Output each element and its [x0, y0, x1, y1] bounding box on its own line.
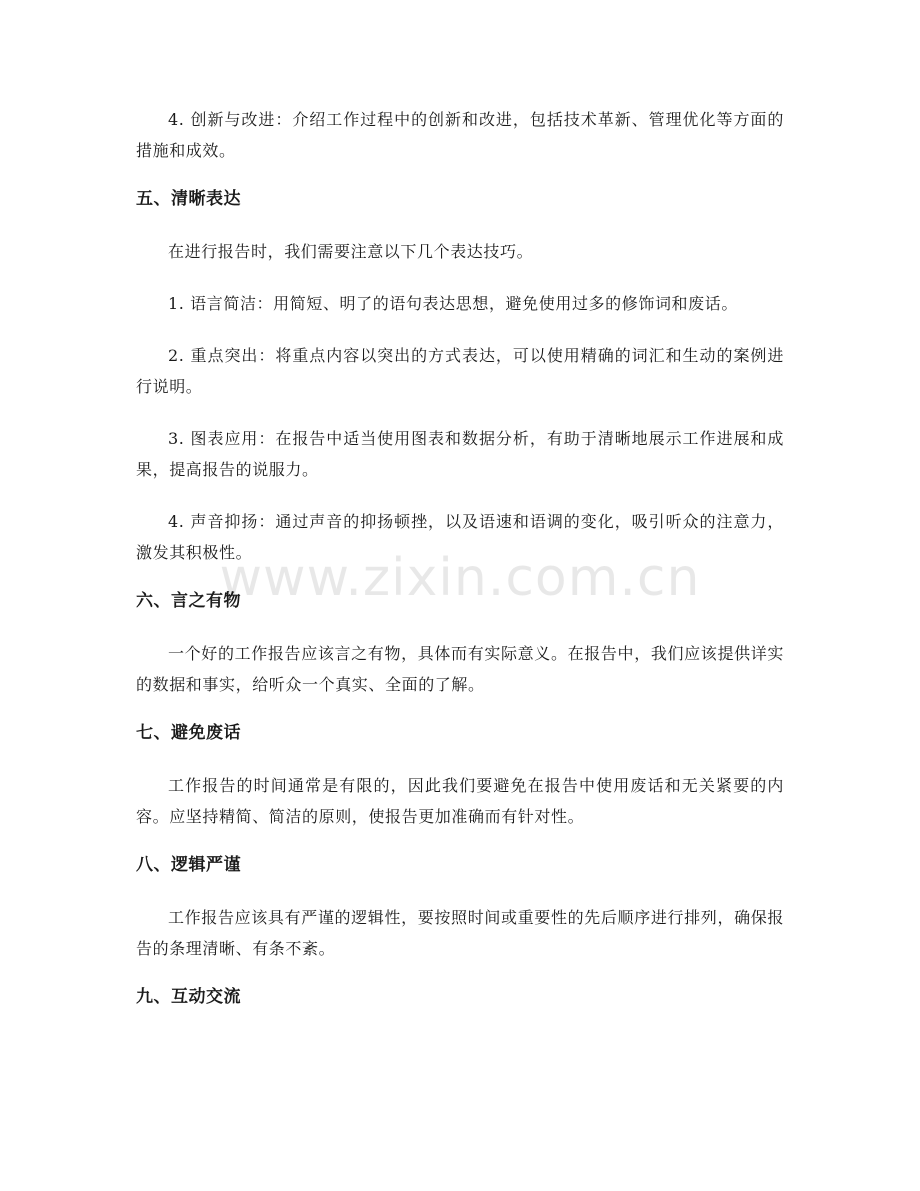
- paragraph-substance: 一个好的工作报告应该言之有物，具体而有实际意义。在报告中，我们应该提供详实的数据和事实，给听众一个真实、全面的了解。: [136, 644, 784, 694]
- paragraph-avoid-nonsense: 工作报告的时间通常是有限的，因此我们要避免在报告中使用废话和无关紧要的内容。应坚持精简、简洁的原则，使报告更加准确而有针对性。: [136, 776, 784, 826]
- section-heading-interaction: 九、互动交流: [136, 987, 241, 1007]
- paragraph-voice-modulation: 4. 声音抑扬：通过声音的抑扬顿挫，以及语速和语调的变化，吸引听众的注意力，激发其积极性。: [136, 512, 784, 562]
- section-heading-clear-expression: 五、清晰表达: [136, 189, 241, 209]
- section-heading-avoid-nonsense: 七、避免废话: [136, 723, 241, 743]
- section-heading-substance: 六、言之有物: [136, 591, 241, 611]
- section-heading-logic: 八、逻辑严谨: [136, 855, 241, 875]
- paragraph-expression-intro: 在进行报告时，我们需要注意以下几个表达技巧。: [168, 242, 534, 261]
- paragraph-chart-usage: 3. 图表应用：在报告中适当使用图表和数据分析，有助于清晰地展示工作进展和成果，提高报告的说服力。: [136, 429, 784, 479]
- document-page: [136, 104, 784, 1010]
- paragraph-concise-language: 1. 语言简洁：用简短、明了的语句表达思想，避免使用过多的修饰词和废话。: [168, 294, 738, 313]
- watermark: www.zixin.com.cn: [219, 548, 701, 608]
- paragraph-highlight-key-points: 2. 重点突出：将重点内容以突出的方式表达，可以使用精确的词汇和生动的案例进行说明。: [136, 346, 784, 396]
- paragraph-innovation: 4. 创新与改进：介绍工作过程中的创新和改进，包括技术革新、管理优化等方面的措施和成效。: [136, 110, 784, 160]
- paragraph-logic: 工作报告应该具有严谨的逻辑性，要按照时间或重要性的先后顺序进行排列，确保报告的条理清晰、有条不紊。: [136, 908, 784, 958]
